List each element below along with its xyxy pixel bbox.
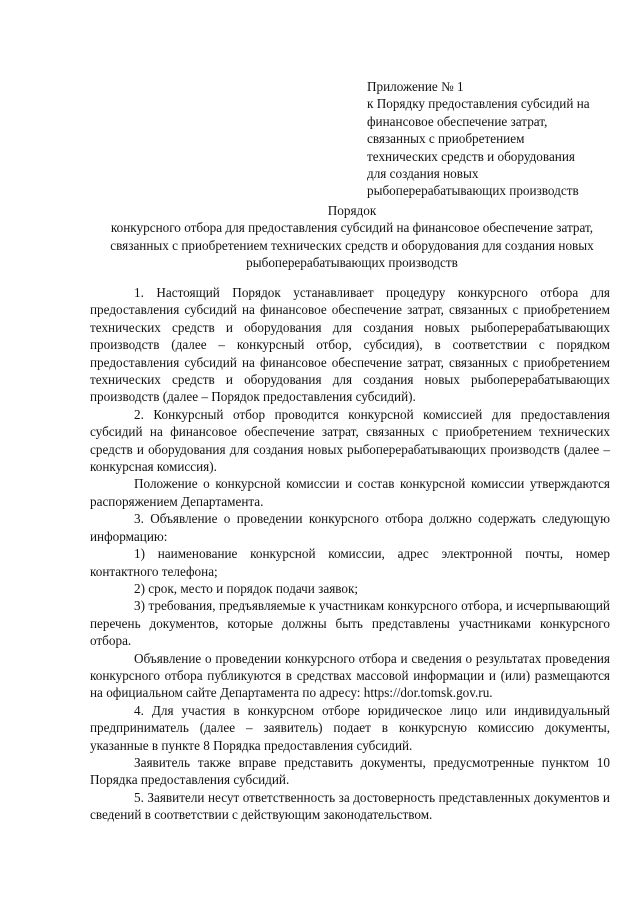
appendix-line: связанных с приобретением	[367, 131, 525, 147]
appendix-line: для создания новых	[367, 166, 479, 182]
appendix-line: рыбоперерабатывающих производств	[367, 183, 579, 199]
document-title	[82, 202, 622, 272]
paragraph: 2. Конкурсный отбор проводится конкурсной комиссией для предоставления субсидий на финансовое обеспечение затрат, связанных с приобретением технических средств и оборудования для создания новых рыбоперерабатывающих производств (далее – конкурсная комиссия).	[90, 406, 610, 475]
title-heading: Порядок	[327, 203, 377, 218]
paragraph: Заявитель также вправе представить документы, предусмотренные пунктом 10 Порядка предоставления субсидий.	[90, 754, 610, 788]
appendix-block	[367, 78, 617, 200]
paragraph: 2) срок, место и порядок подачи заявок;	[134, 580, 359, 596]
appendix-line: финансовое обеспечение затрат,	[367, 113, 548, 129]
title-line: рыбоперерабатывающих производств	[246, 255, 458, 271]
paragraph: 3. Объявление о проведении конкурсного отбора должно содержать следующую информацию:	[90, 511, 610, 544]
appendix-line: к Порядку предоставления субсидий на	[367, 96, 590, 112]
paragraph: 5. Заявители несут ответственность за достоверность представленных документов и сведений в соответствии с действующим законодательством.	[90, 789, 610, 823]
document-body	[90, 284, 610, 824]
appendix-line: Приложение № 1	[367, 79, 464, 94]
paragraph: 1) наименование конкурсной комиссии, адрес электронной почты, номер контактного телефона;	[90, 546, 610, 579]
paragraph: 1. Настоящий Порядок устанавливает процедуру конкурсного отбора для предоставления субсидий на финансовое обеспечение затрат, связанных с приобретением технических средств и оборудования для создания новых рыбоперерабатывающих производств (далее – конкурсный отбор, субсидия), в соответствии с порядком предоставления субсидий на финансовое обеспечение затрат, связанных с приобретением технических средств и оборудования для создания новых рыбоперерабатывающих производств (далее – Порядок предоставления субсидий).	[90, 285, 610, 405]
paragraph: Объявление о проведении конкурсного отбора и сведения о результатах проведения конкурсного отбора публикуются в средствах массовой информации и (или) размещаются на официальном сайте Департамента по адресу: https://dor.tomsk.gov.ru.	[90, 650, 610, 701]
appendix-line: технических средств и оборудования	[367, 148, 575, 164]
paragraph: Положение о конкурсной комиссии и состав конкурсной комиссии утверждаются распоряжением Департамента.	[90, 476, 610, 509]
paragraph: 3) требования, предъявляемые к участникам конкурсного отбора, и исчерпывающий перечень документов, которые должны быть представлены участниками конкурсного отбора.	[90, 598, 610, 649]
paragraph: 4. Для участия в конкурсном отборе юридическое лицо или индивидуальный предприниматель (далее – заявитель) подает в конкурсную комиссию документы, указанные в пункте 8 Порядка предоставления субсидий.	[90, 702, 610, 753]
title-line: связанных с приобретением технических средств и оборудования для создания новых	[110, 237, 594, 253]
title-line: конкурсного отбора для предоставления субсидий на финансовое обеспечение затрат,	[110, 220, 594, 236]
